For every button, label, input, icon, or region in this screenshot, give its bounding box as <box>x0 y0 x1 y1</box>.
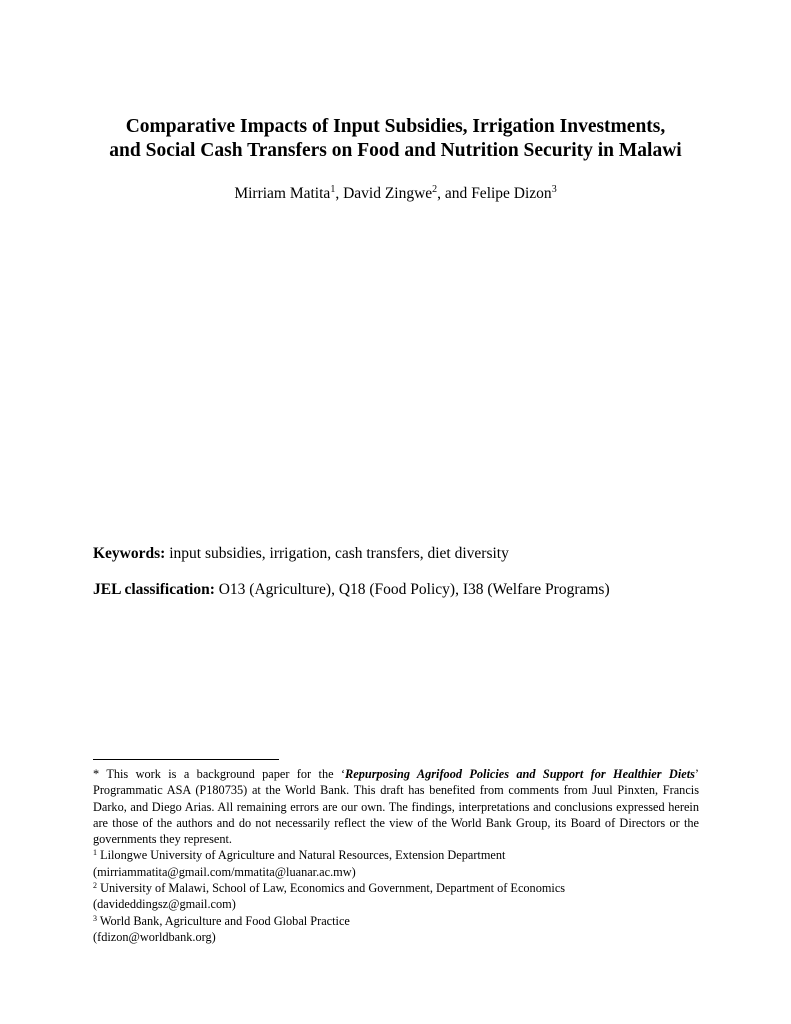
jel-label: JEL classification: <box>93 581 215 598</box>
author-1-affiliation-mark: 1 <box>330 184 336 195</box>
footnote-1-line-1 <box>93 847 699 863</box>
title-line-2: and Social Cash Transfers on Food and Nutrition Security in Malawi <box>109 140 682 161</box>
footnote-2-email: (davideddingsz@gmail.com) <box>93 897 236 912</box>
footnote-1-affiliation: Lilongwe University of Agriculture and Natural Resources, Extension Department <box>97 848 506 863</box>
footnote-2-affiliation: University of Malawi, School of Law, Economics and Government, Department of Economics <box>97 881 566 896</box>
footnote-acknowledgement <box>93 766 699 847</box>
keywords-line <box>93 544 509 564</box>
author-2-name: David Zingwe <box>343 185 433 202</box>
author-1-name: Mirriam Matita <box>234 185 331 202</box>
footnote-star-suffix: ’ Programmatic ASA (P180735) at the World Bank. This draft has benefited from comments from Juul Pinxten, Francis Darko, and Diego Arias. All remaining errors are our own. The findings, interpretations and conclusions expressed herein are those of the authors and do not necessarily reflect the view of the World Bank Group, its Board of Directors or the governments they represent. <box>93 767 699 847</box>
author-3-name: Felipe Dizon <box>471 185 552 202</box>
footnote-1-email: (mirriammatita@gmail.com/mmatita@luanar.ac.mw) <box>93 864 356 879</box>
footnote-3-affiliation: World Bank, Agriculture and Food Global Practice <box>97 913 350 928</box>
jel-text: O13 (Agriculture), Q18 (Food Policy), I38 (Welfare Programs) <box>214 581 610 598</box>
footnote-3-mark: 3 <box>93 913 97 923</box>
footnote-divider <box>93 759 279 760</box>
footnote-star-prefix: * This work is a background paper for the ‘ <box>93 767 346 781</box>
keywords-label: Keywords: <box>93 545 166 562</box>
footnotes <box>93 766 699 945</box>
author-list <box>0 184 791 204</box>
author-separator-1: , <box>335 185 344 202</box>
author-3-affiliation-mark: 3 <box>551 184 557 195</box>
jel-classification-line <box>93 580 610 600</box>
title-line-1: Comparative Impacts of Input Subsidies, Irrigation Investments, <box>125 116 666 137</box>
footnote-2-line-1 <box>93 880 699 896</box>
footnote-3-line-1 <box>93 913 699 929</box>
author-2-affiliation-mark: 2 <box>432 184 438 195</box>
paper-title <box>0 115 791 163</box>
footnote-star-emphasis: Repurposing Agrifood Policies and Support for Healthier Diets <box>345 767 695 781</box>
footnote-3-email: (fdizon@worldbank.org) <box>93 929 216 944</box>
keywords-text: input subsidies, irrigation, cash transfers, diet diversity <box>165 545 509 562</box>
footnote-1-mark: 1 <box>93 848 97 858</box>
footnote-2-mark: 2 <box>93 881 97 891</box>
author-separator-2: , and <box>437 185 472 202</box>
